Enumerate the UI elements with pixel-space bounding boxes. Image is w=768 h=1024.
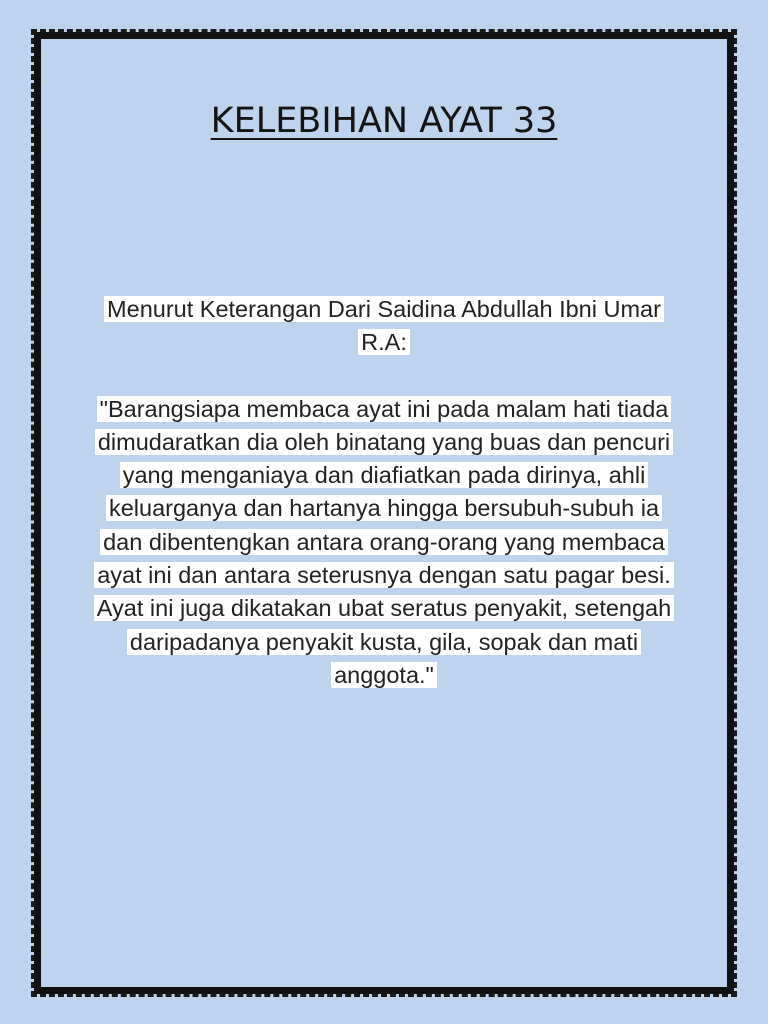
quote-text: "Barangsiapa membaca ayat ini pada malam hati tiada dimudaratkan dia oleh binatang yang buas dan pencuri yang menganiaya dan diafiatkan pada dirinya, ahli keluarganya dan hartanya hingga bersubuh-subuh ia dan dibentengkan antara orang-orang yang membaca ayat ini dan antara seterusnya dengan satu pagar besi. Ayat ini juga dikatakan ubat seratus penyakit, setengah daripadanya penyakit kusta, gila, sopak dan mati anggota." (94, 396, 674, 688)
page-frame (34, 32, 734, 994)
intro-paragraph (91, 293, 677, 360)
paragraph-spacer (91, 360, 677, 393)
intro-text: Menurut Keterangan Dari Saidina Abdullah Ibni Umar R.A: (104, 296, 664, 355)
document-body (91, 293, 677, 692)
page-title (41, 101, 727, 141)
page-title-text: KELEBIHAN AYAT 33 (210, 101, 558, 141)
quote-paragraph (91, 393, 677, 693)
